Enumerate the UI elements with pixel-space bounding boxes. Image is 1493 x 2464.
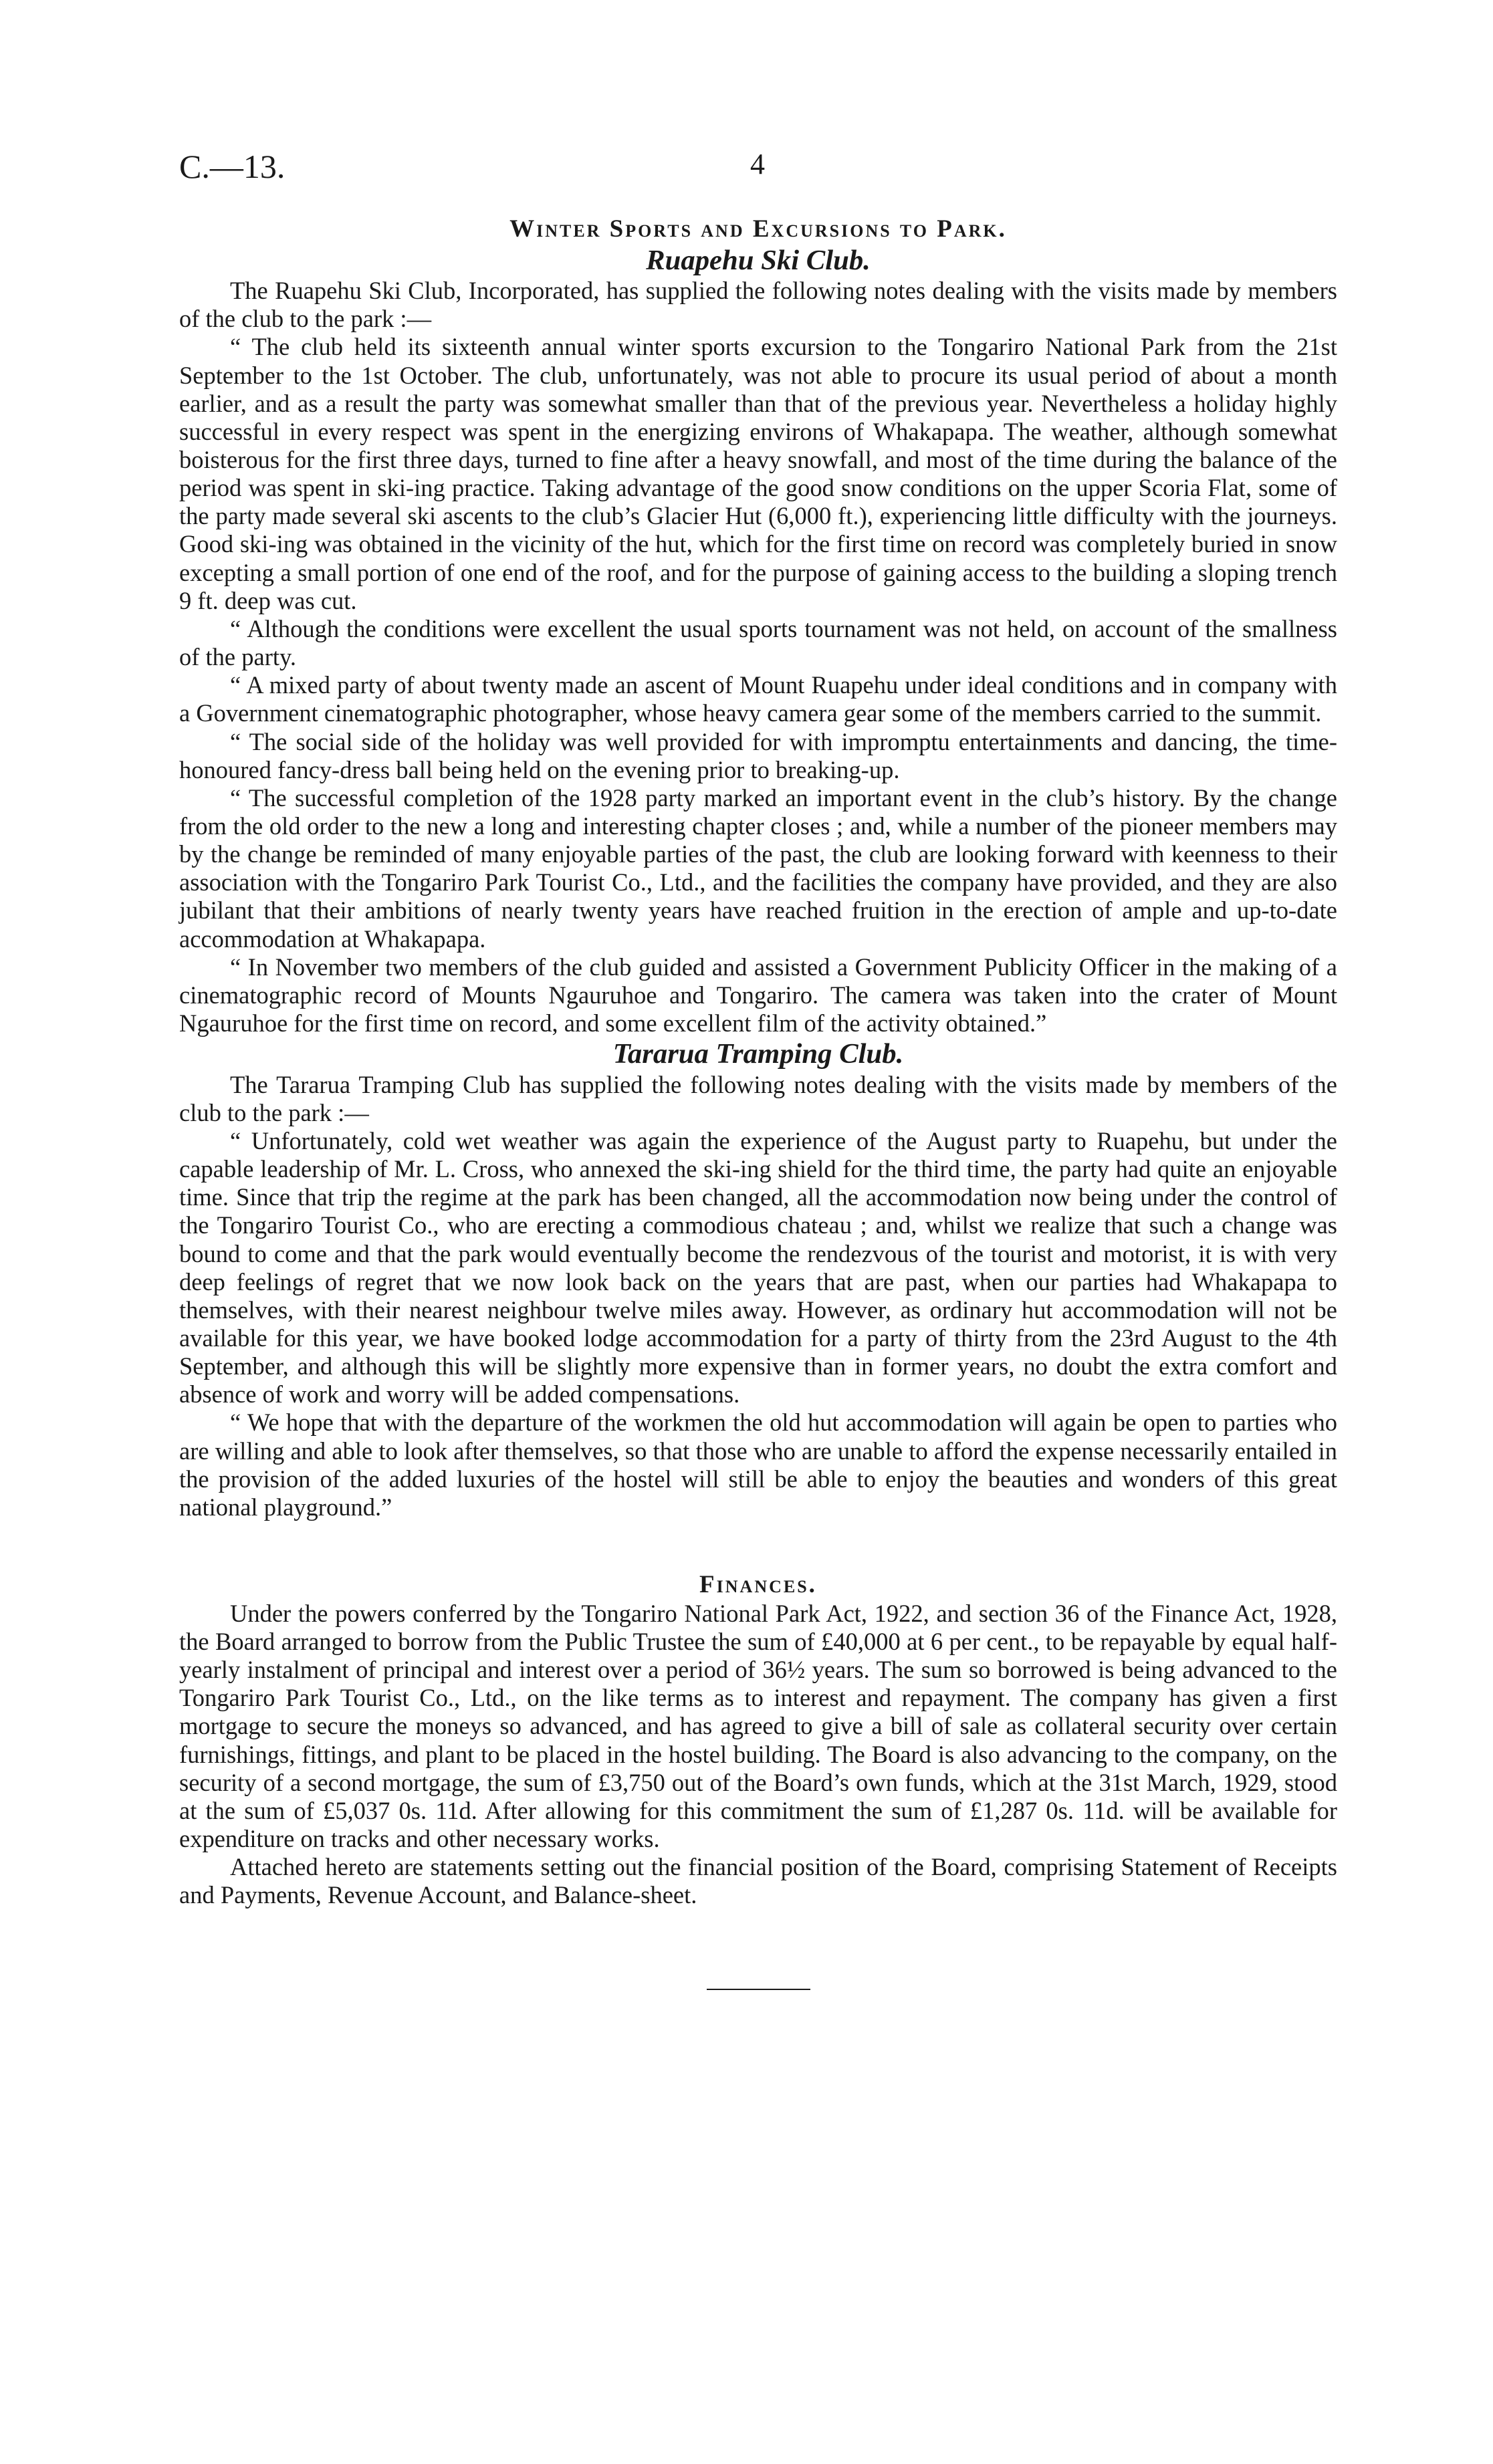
paragraph: Attached hereto are statements setting out the financial position of the Board, comprising Statement of Receipts and Payments, Revenue Account, and Balance-sheet. [179,1853,1337,1909]
paragraph: “ A mixed party of about twenty made an ascent of Mount Ruapehu under ideal conditions and in company with a Government cinematographic photographer, whose heavy camera gear some of the members carried to the summit. [179,671,1337,727]
paragraph: “ The successful completion of the 1928 party marked an important event in the club’s history. By the change from the old order to the new a long and interesting chapter closes ; and, while a number of the pioneer members may by the change be reminded of many enjoyable parties of the past, the club are looking forward with keenness to their association with the Tongariro Park Tourist Co., Ltd., and the facilities the company have provided, and they are also jubilant that their ambitions of nearly twenty years have reached fruition in the erection of ample and up-to-date accommodation at Whakapapa. [179,783,1337,953]
subheading-ruapehu-ski-club: Ruapehu Ski Club. [646,244,871,276]
paragraph: “ The social side of the holiday was well provided for with impromptu entertainments and dancing, the time-honoured fancy-dress ball being held on the evening prior to breaking-up. [179,727,1337,783]
paragraph: “ In November two members of the club guided and assisted a Government Publicity Officer in the making of a cinematographic record of Mounts Ngauruhoe and Tongariro. The camera was taken into the crater of Mount Ngauruhoe for the first time on record, and some excellent film of the activity obtained.” [179,953,1337,1037]
paragraph: The Tararua Tramping Club has supplied the following notes dealing with the visits made by members of the club to the park :— [179,1070,1337,1126]
page-number: 4 [750,148,765,180]
section-heading-finances: Finances. [699,1571,817,1599]
paragraph: The Ruapehu Ski Club, Incorporated, has supplied the following notes dealing with the visits made by members of the club to the park :— [179,277,1337,333]
document-reference: C.—13. [179,148,285,185]
paragraph: Under the powers conferred by the Tongariro National Park Act, 1922, and section 36 of the Finance Act, 1928, the Board arranged to borrow from the Public Trustee the sum of £40,000 at 6 per cent., to be repayable by equal half-yearly instalment of principal and interest over a period of 36½ years. The sum so borrowed is being advanced to the Tongariro Park Tourist Co., Ltd., on the like terms as to interest and repayment. The company has given a first mortgage to secure the moneys so advanced, and has agreed to give a bill of sale as collateral security over certain furnishings, fittings, and plant to be placed in the hostel building. The Board is also advancing to the company, on the security of a second mortgage, the sum of £3,750 out of the Board’s own funds, which at the 31st March, 1929, stood at the sum of £5,037 0s. 11d. After allowing for this commitment the sum of £1,287 0s. 11d. will be available for expenditure on tracks and other necessary works. [179,1599,1337,1853]
paragraph: “ The club held its sixteenth annual winter sports excursion to the Tongariro National Park from the 21st September to the 1st October. The club, unfortunately, was not able to procure its usual period of about a month earlier, and as a result the party was somewhat smaller than that of the previous year. Nevertheless a holiday highly successful in every respect was spent in the energizing environs of Whakapapa. The weather, although somewhat boisterous for the first three days, turned to fine after a heavy snowfall, and most of the time during the balance of the period was spent in ski-ing practice. Taking advantage of the good snow conditions on the upper Scoria Flat, some of the party made several ski ascents to the club’s Glacier Hut (6,000 ft.), experiencing little difficulty with the journeys. Good ski-ing was obtained in the vicinity of the hut, which for the first time on record was completely buried in snow excepting a small portion of one end of the roof, and for the purpose of gaining access to the building a sloping trench 9 ft. deep was cut. [179,333,1337,614]
end-rule-divider [707,1989,810,1990]
paragraph: “ Although the conditions were excellent the usual sports tournament was not held, on account of the smallness of the party. [179,614,1337,671]
subheading-tararua-tramping-club: Tararua Tramping Club. [612,1038,904,1070]
section-heading-winter-sports: Winter Sports and Excursions to Park. [509,215,1007,243]
paragraph: “ We hope that with the departure of the workmen the old hut accommodation will again be open to parties who are willing and able to look after themselves, so that those who are unable to afford the expense necessarily entailed in the provision of the added luxuries of the hostel will still be able to enjoy the beauties and wonders of this great national playground.” [179,1408,1337,1521]
page-content [179,215,1337,1990]
paragraph: “ Unfortunately, cold wet weather was again the experience of the August party to Ruapehu, but under the capable leadership of Mr. L. Cross, who annexed the ski-ing shield for the third time, the party had quite an enjoyable time. Since that trip the regime at the park has been changed, all the accommodation now being under the control of the Tongariro Tourist Co., who are erecting a commodious chateau ; and, whilst we realize that such a change was bound to come and that the park would eventually become the rendezvous of the tourist and motorist, it is with very deep feelings of regret that we now look back on the years that are past, when our parties had Whakapapa to themselves, with their nearest neighbour twelve miles away. However, as ordinary hut accommodation will not be available for this year, we have booked lodge accommodation for a party of thirty from the 23rd August to the 4th September, and although this will be slightly more expensive than in former years, no doubt the extra comfort and absence of work and worry will be added compensations. [179,1126,1337,1408]
